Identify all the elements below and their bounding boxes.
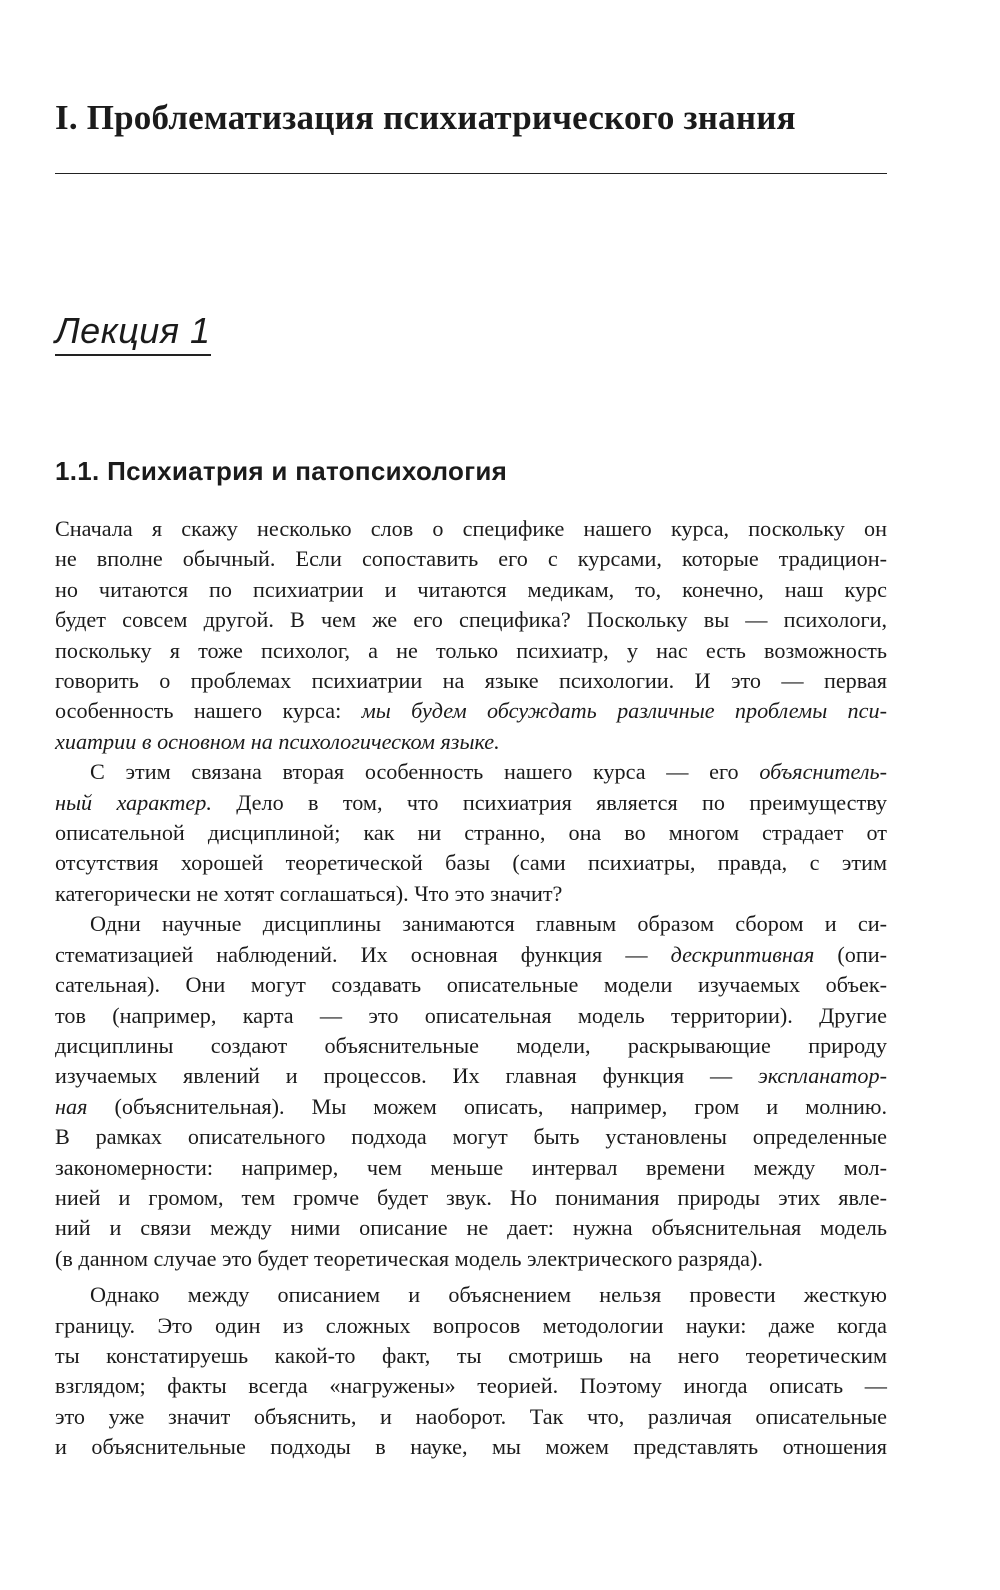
part-title-rule bbox=[55, 173, 887, 174]
lecture-title: Лекция 1 bbox=[55, 310, 211, 356]
text-run: изучаемых явлений и процессов. Их главная функция — bbox=[55, 1063, 758, 1089]
text-line: сательная). Они могут создавать описательные модели изучаемых объек- bbox=[55, 972, 887, 998]
paragraph-3 bbox=[55, 909, 887, 1274]
text-line bbox=[55, 1061, 887, 1091]
text-line: нией и громом, тем громче будет звук. Но понимания природы этих явле- bbox=[55, 1184, 887, 1210]
text-line: закономерности: например, чем меньше интервал времени между мол- bbox=[55, 1154, 887, 1180]
text-line: Сначала я скажу несколько слов о специфике нашего курса, поскольку он bbox=[55, 516, 887, 541]
paragraph-4 bbox=[55, 1280, 887, 1462]
text-run: особенность нашего курса: bbox=[55, 698, 362, 724]
text-line bbox=[55, 940, 887, 970]
text-line: категорически не хотят соглашаться). Что это значит? bbox=[55, 880, 563, 906]
paragraph-2 bbox=[55, 757, 887, 909]
text-line: это уже значит объяснить, и наоборот. Так что, различая описательные bbox=[55, 1403, 887, 1429]
text-line: ний и связи между ними описание не дает: нужна объяснительная модель bbox=[55, 1215, 887, 1241]
text-run: (объяснительная). Мы можем описать, например, гром и молнию. bbox=[87, 1093, 887, 1119]
text-line bbox=[55, 1092, 887, 1122]
text-line: Одни научные дисциплины занимаются главным образом сбором и си- bbox=[90, 911, 887, 937]
text-line bbox=[55, 696, 887, 726]
body-text bbox=[55, 514, 887, 1463]
text-line bbox=[55, 757, 887, 787]
text-line: и объяснительные подходы в науке, мы можем представлять отношения bbox=[55, 1434, 887, 1460]
text-line: но читаются по психиатрии и читаются медикам, то, конечно, наш курс bbox=[55, 576, 887, 602]
text-line: не вполне обычный. Если сопоставить его с курсами, которые традицион- bbox=[55, 546, 887, 572]
emphasis-text: ный характер. bbox=[55, 789, 212, 815]
paragraph-1 bbox=[55, 514, 887, 757]
text-line: отсутствия хорошей теоретической базы (сами психиатры, правда, с этим bbox=[55, 850, 887, 876]
emphasis-text: экспланатор- bbox=[758, 1063, 887, 1089]
emphasis-text: ная bbox=[55, 1093, 88, 1119]
text-line: (в данном случае это будет теоретическая модель электрического разряда). bbox=[55, 1245, 763, 1271]
text-line: описательной дисциплиной; как ни странно, она во многом страдает от bbox=[55, 820, 887, 846]
text-line: будет совсем другой. В чем же его специфика? Поскольку вы — психологи, bbox=[55, 607, 887, 633]
text-line bbox=[55, 788, 887, 818]
text-line: говорить о проблемах психиатрии на языке психологии. И это — первая bbox=[55, 668, 887, 694]
text-line: взглядом; факты всегда «нагружены» теорией. Поэтому иногда описать — bbox=[55, 1373, 887, 1399]
text-line: Однако между описанием и объяснением нельзя провести жесткую bbox=[90, 1282, 887, 1308]
emphasis-text: объяснитель- bbox=[759, 759, 887, 785]
text-line: В рамках описательного подхода могут быть установлены определенные bbox=[55, 1124, 887, 1150]
emphasis-text: мы будем обсуждать различные проблемы пси- bbox=[361, 698, 887, 724]
emphasis-text: дескриптивная bbox=[670, 941, 815, 967]
part-title: I. Проблематизация психиатрического знания bbox=[55, 98, 796, 137]
text-run: стематизацией наблюдений. Их основная функция — bbox=[55, 941, 671, 967]
section-title: 1.1. Психиатрия и патопсихология bbox=[55, 456, 508, 486]
text-run: Дело в том, что психиатрия является по преимуществу bbox=[211, 789, 887, 815]
text-line: тов (например, карта — это описательная модель территории). Другие bbox=[55, 1002, 887, 1028]
text-run: (опи- bbox=[814, 941, 887, 967]
text-line: ты констатируешь какой-то факт, ты смотришь на него теоретическим bbox=[55, 1342, 887, 1368]
text-line: дисциплины создают объяснительные модели, раскрывающие природу bbox=[55, 1032, 887, 1058]
text-line bbox=[55, 727, 887, 757]
text-line: поскольку я тоже психолог, а не только психиатр, у нас есть возможность bbox=[55, 637, 887, 663]
emphasis-text: хиатрии в основном на психологическом языке. bbox=[55, 728, 500, 754]
text-run: С этим связана вторая особенность нашего курса — его bbox=[90, 759, 760, 785]
text-line: границу. Это один из сложных вопросов методологии науки: даже когда bbox=[55, 1312, 887, 1338]
